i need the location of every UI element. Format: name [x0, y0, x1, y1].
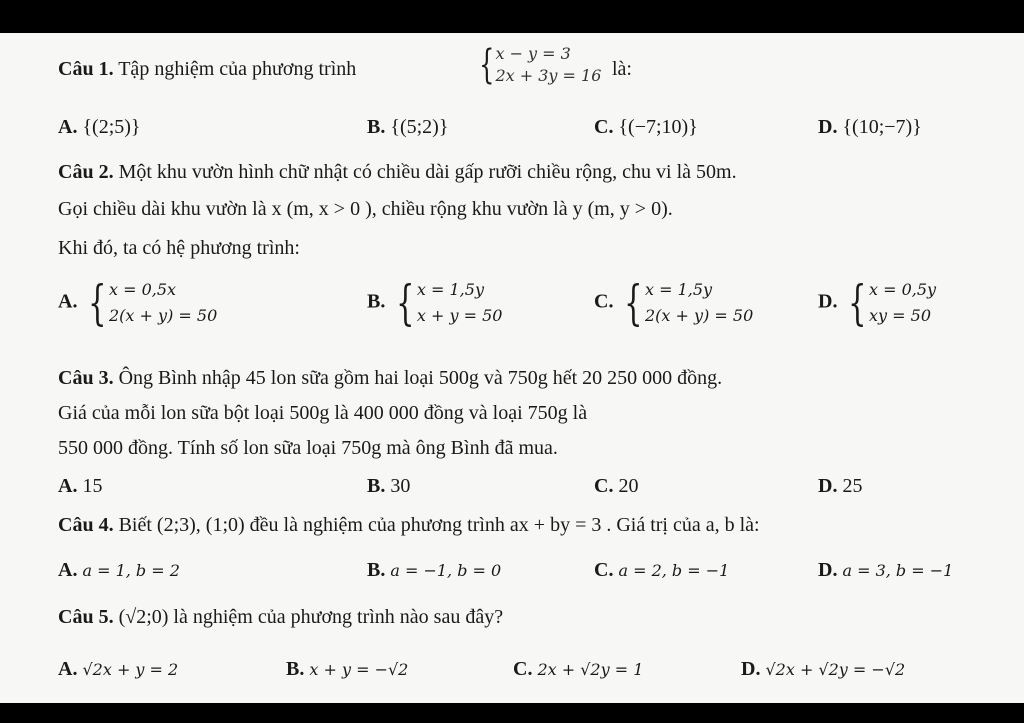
question-3-line3: 550 000 đồng. Tính số lon sữa loại 750g mà ông Bình đã mua. [58, 437, 558, 459]
option-value: a = 2, b = −1 [618, 561, 730, 580]
system-row: 2x + 3y = 16 [495, 66, 602, 85]
system-row: x = 0,5x [109, 280, 177, 299]
left-brace-icon: { [88, 275, 107, 331]
question-1-text: Tập nghiệm của phương trình [118, 58, 357, 80]
option-letter: D. [818, 290, 838, 313]
option-letter: D. [741, 658, 761, 680]
option-letter: C. [594, 475, 614, 497]
option-letter: A. [58, 290, 78, 313]
option-a [58, 277, 217, 329]
option-letter: B. [286, 658, 305, 680]
question-4-label: Câu 4. [58, 514, 114, 536]
question-5-label: Câu 5. [58, 606, 114, 628]
option-value: a = 1, b = 2 [82, 561, 180, 580]
question-1-label: Câu 1. [58, 58, 114, 80]
option-letter: A. [58, 658, 78, 680]
option-value: x + y = −√2 [309, 660, 409, 679]
option-letter: D. [818, 559, 838, 581]
option-value: 30 [390, 475, 411, 497]
question-2-line2: Gọi chiều dài khu vườn là x (m, x > 0 ), chiều rộng khu vườn là y (m, y > 0). [58, 198, 673, 220]
option-b [367, 474, 410, 498]
question-1-tail: là: [612, 58, 632, 80]
system-row: x = 1,5y [416, 280, 484, 299]
system-row: 2(x + y) = 50 [109, 306, 218, 325]
question-1-system [474, 43, 601, 87]
left-brace-icon: { [479, 42, 495, 88]
system-row: x = 0,5y [869, 280, 937, 299]
option-value: {(10;−7)} [842, 116, 922, 138]
option-d [818, 474, 862, 498]
left-brace-icon: { [624, 275, 643, 331]
option-letter: C. [513, 658, 533, 680]
option-c [594, 277, 753, 329]
option-letter: C. [594, 116, 614, 138]
question-5-text: (√2;0) là nghiệm của phương trình nào sau đây? [118, 606, 504, 628]
option-letter: B. [367, 290, 386, 313]
option-value: √2x + y = 2 [82, 660, 179, 679]
option-c [594, 558, 729, 583]
option-value: 25 [842, 475, 863, 497]
option-b [367, 115, 448, 139]
question-3-label: Câu 3. [58, 367, 114, 389]
left-brace-icon: { [848, 275, 867, 331]
question-5 [58, 605, 503, 629]
option-value: {(−7;10)} [618, 116, 698, 138]
option-d [818, 558, 953, 583]
option-value: √2x + √2y = −√2 [765, 660, 906, 679]
option-system [390, 277, 502, 329]
worksheet-page [0, 33, 1024, 703]
system-row: xy = 50 [869, 306, 931, 325]
left-brace-icon: { [396, 275, 415, 331]
option-d [741, 657, 905, 682]
option-letter: D. [818, 475, 838, 497]
option-letter: A. [58, 475, 78, 497]
option-letter: C. [594, 290, 614, 313]
option-c [594, 115, 698, 139]
option-a [58, 657, 178, 682]
option-letter: D. [818, 116, 838, 138]
option-system [842, 277, 936, 329]
option-c [594, 474, 638, 498]
option-b [286, 657, 408, 682]
system-row: x − y = 3 [495, 44, 571, 63]
option-b [367, 277, 502, 329]
option-letter: B. [367, 116, 386, 138]
option-b [367, 558, 501, 583]
option-d [818, 277, 936, 329]
option-d [818, 115, 922, 139]
option-a [58, 474, 102, 498]
option-value: 20 [618, 475, 639, 497]
option-value: a = 3, b = −1 [842, 561, 954, 580]
option-a [58, 558, 180, 583]
question-3-line1: Ông Bình nhập 45 lon sữa gồm hai loại 500g và 750g hết 20 250 000 đồng. [118, 367, 723, 389]
question-3 [58, 366, 722, 390]
question-3-line2: Giá của mỗi lon sữa bột loại 500g là 400 000 đồng và loại 750g là [58, 402, 588, 424]
option-system [618, 277, 753, 329]
question-2 [58, 160, 737, 184]
option-a [58, 115, 141, 139]
question-2-line3: Khi đó, ta có hệ phương trình: [58, 237, 300, 259]
option-letter: B. [367, 559, 386, 581]
system-row: 2(x + y) = 50 [645, 306, 754, 325]
option-value: a = −1, b = 0 [390, 561, 502, 580]
question-1 [58, 57, 356, 81]
option-letter: C. [594, 559, 614, 581]
question-4-text: Biết (2;3), (1;0) đều là nghiệm của phương trình ax + by = 3 . Giá trị của a, b là: [118, 514, 760, 536]
system-row: x = 1,5y [645, 280, 713, 299]
option-value: 15 [82, 475, 103, 497]
option-system [82, 277, 217, 329]
question-2-line1: Một khu vườn hình chữ nhật có chiều dài gấp rưỡi chiều rộng, chu vi là 50m. [118, 161, 737, 183]
system-row: x + y = 50 [416, 306, 503, 325]
question-4 [58, 513, 760, 537]
option-letter: A. [58, 116, 78, 138]
option-value: 2x + √2y = 1 [537, 660, 644, 679]
option-letter: A. [58, 559, 78, 581]
option-letter: B. [367, 475, 386, 497]
option-value: {(5;2)} [390, 116, 449, 138]
question-2-label: Câu 2. [58, 161, 114, 183]
option-value: {(2;5)} [82, 116, 141, 138]
option-c [513, 657, 643, 682]
